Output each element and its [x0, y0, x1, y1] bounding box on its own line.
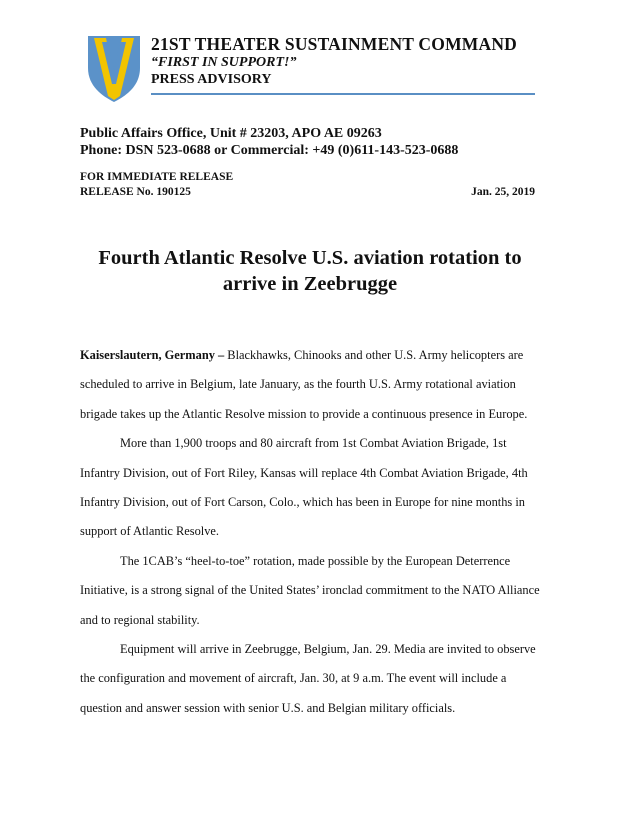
paragraph-3: The 1CAB’s “heel-to-toe” rotation, made possible by the European Deterrence Initiative, is a strong signal of the United States’ ironclad commitment to the NATO Alliance and to regional stability.	[80, 553, 540, 627]
document-type: PRESS ADVISORY	[151, 72, 272, 87]
paragraph-2: More than 1,900 troops and 80 aircraft from 1st Combat Aviation Brigade, 1st Infantry Division, out of Fort Riley, Kansas will replace 4th Combat Aviation Brigade, 4th Infantry Division, out of Fort Carson, Colo., which has been in Europe for nine months in support of Atlantic Resolve.	[80, 436, 528, 539]
paragraph-4: Equipment will arrive in Zeebrugge, Belgium, Jan. 29. Media are invited to observe the configuration and movement of aircraft, Jan. 30, at 9 a.m. The event will include a question and answer session with senior U.S. and Belgian military officials.	[80, 642, 536, 715]
article-body	[80, 341, 540, 723]
release-info	[80, 170, 535, 199]
release-date: Jan. 25, 2019	[471, 185, 535, 198]
headline	[80, 245, 540, 297]
paragraph-1-text: Blackhawks, Chinooks and other U.S. Army helicopters are scheduled to arrive in Belgium, late January, as the fourth U.S. Army rotational aviation brigade takes up the Atlantic Resolve mission to provide a continuous presence in Europe.	[80, 348, 528, 421]
headline-line-2: arrive in Zeebrugge	[222, 273, 398, 295]
release-number: RELEASE No. 190125	[80, 185, 191, 198]
contact-info	[80, 125, 458, 159]
phone-numbers: Phone: DSN 523-0688 or Commercial: +49 (0)611-143-523-0688	[80, 143, 459, 158]
letterhead	[151, 34, 517, 88]
release-type: FOR IMMEDIATE RELEASE	[80, 171, 234, 183]
header-rule	[151, 93, 535, 95]
org-name: 21ST THEATER SUSTAINMENT COMMAND	[151, 34, 518, 54]
dateline: Kaiserslautern, Germany –	[80, 348, 225, 362]
headline-line-1: Fourth Atlantic Resolve U.S. aviation rotation to	[98, 247, 522, 269]
paragraph-1	[80, 341, 540, 429]
office-address: Public Affairs Office, Unit # 23203, APO AE 09263	[80, 126, 382, 141]
org-motto: “FIRST IN SUPPORT!”	[151, 55, 297, 70]
yellow-blue-shield-icon	[86, 34, 142, 104]
